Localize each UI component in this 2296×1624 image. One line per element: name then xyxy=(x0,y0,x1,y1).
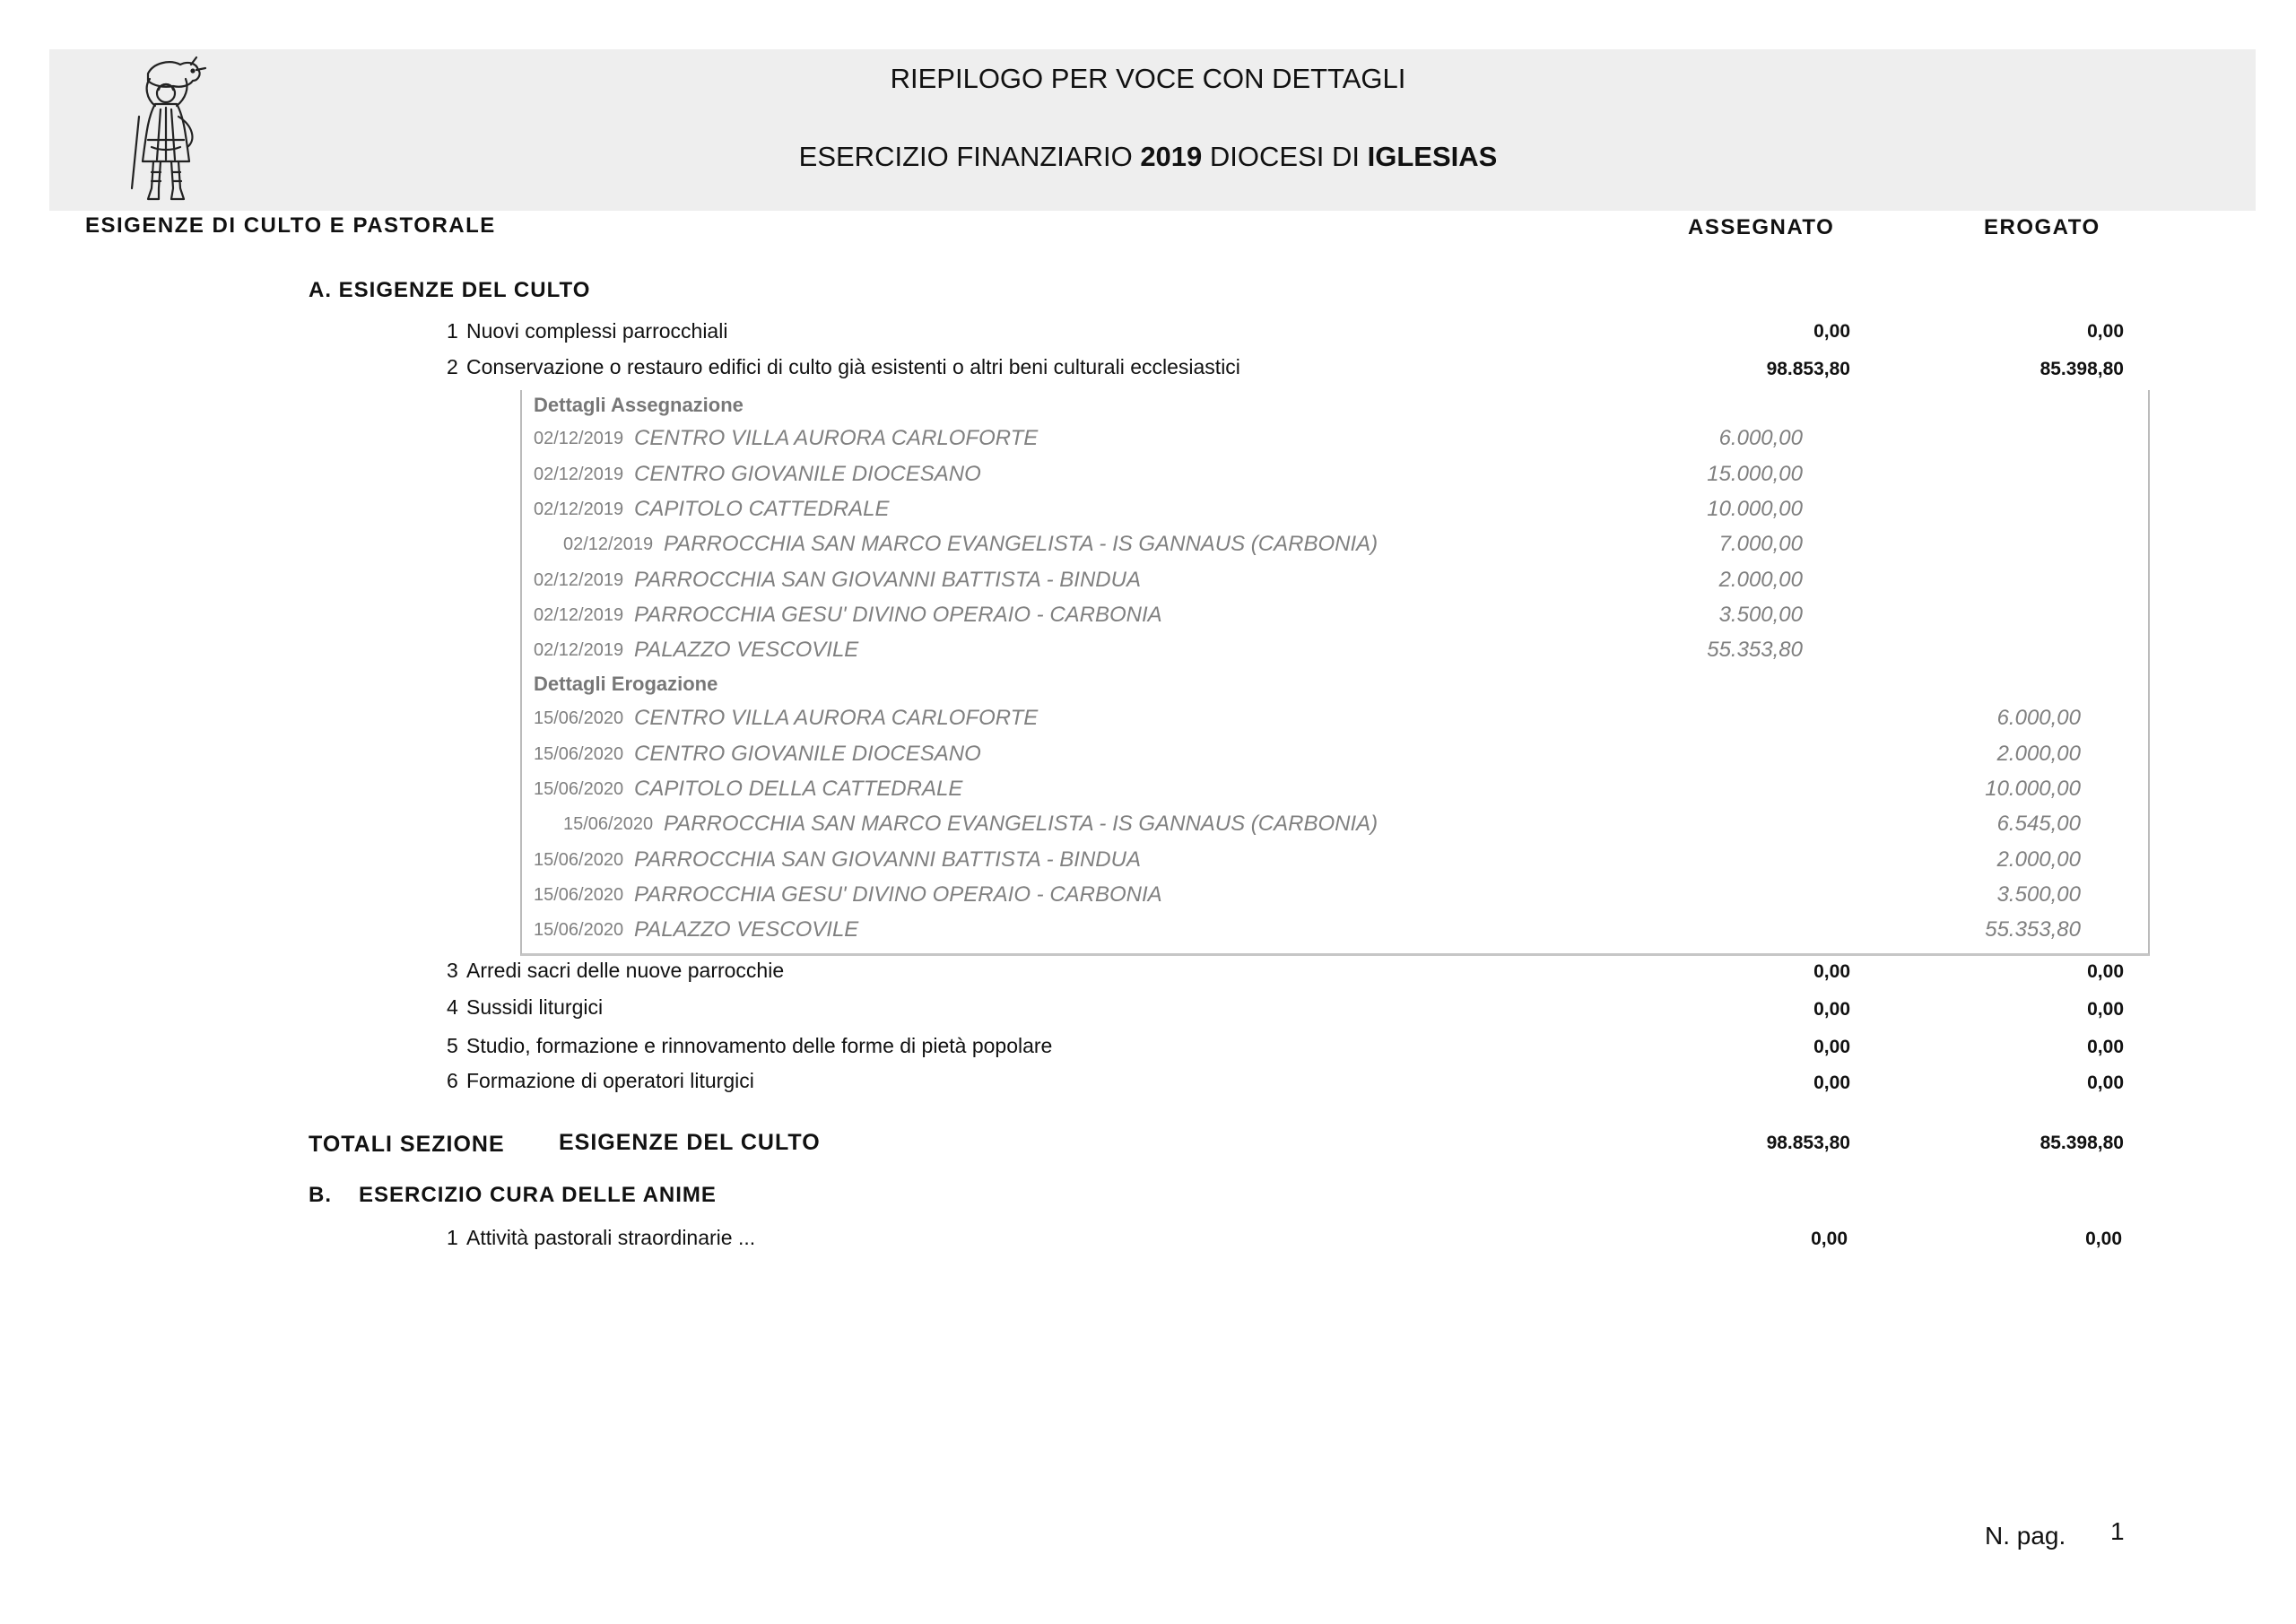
detail-date: 02/12/2019 xyxy=(534,499,624,519)
detail-name: CAPITOLO CATTEDRALE xyxy=(634,497,890,521)
page-label: N. pag. xyxy=(1985,1522,2066,1550)
detail-name: PARROCCHIA SAN GIOVANNI BATTISTA - BINDUA xyxy=(634,568,1141,592)
item-disbursed: 85.398,80 xyxy=(2039,359,2124,379)
detail-amount: 55.353,80 xyxy=(1985,917,2081,942)
item-disbursed: 0,00 xyxy=(2087,999,2124,1020)
item-number: 3 xyxy=(447,959,458,982)
detail-name: PARROCCHIA GESU' DIVINO OPERAIO - CARBONIA xyxy=(634,603,1162,627)
item-assigned: 98.853,80 xyxy=(1766,359,1850,379)
item-label: Nuovi complessi parrocchiali xyxy=(466,319,728,343)
item-assigned: 0,00 xyxy=(1813,961,1850,982)
detail-name: CAPITOLO DELLA CATTEDRALE xyxy=(634,777,963,801)
totals-assigned: 98.853,80 xyxy=(1766,1133,1850,1153)
item-label: Formazione di operatori liturgici xyxy=(466,1069,754,1092)
detail-amount: 6.545,00 xyxy=(1996,812,2081,836)
detail-name: PARROCCHIA SAN MARCO EVANGELISTA - IS GANNAUS (CARBONIA) xyxy=(664,532,1378,556)
subtitle-prefix: ESERCIZIO FINANZIARIO xyxy=(798,141,1133,172)
item-assigned: 0,00 xyxy=(1813,999,1850,1020)
detail-name: CENTRO GIOVANILE DIOCESANO xyxy=(634,462,981,486)
detail-date: 02/12/2019 xyxy=(534,570,624,590)
detail-date: 15/06/2020 xyxy=(534,779,624,799)
detail-date: 02/12/2019 xyxy=(563,534,654,554)
totals-label: TOTALI SEZIONE xyxy=(309,1132,505,1157)
detail-amount: 3.500,00 xyxy=(1996,882,2081,907)
section-b-letter: B. xyxy=(309,1183,332,1207)
item-label: Attività pastorali straordinarie ... xyxy=(466,1226,756,1249)
detail-name: CENTRO GIOVANILE DIOCESANO xyxy=(634,742,981,766)
fiscal-year: 2019 xyxy=(1140,141,1203,172)
assignment-details-title: Dettagli Assegnazione xyxy=(534,394,744,416)
detail-amount: 55.353,80 xyxy=(1707,638,1803,662)
assigned-header: ASSEGNATO xyxy=(1688,215,1835,239)
detail-name: CENTRO VILLA AURORA CARLOFORTE xyxy=(634,706,1039,730)
detail-amount: 7.000,00 xyxy=(1718,532,1803,556)
detail-amount: 2.000,00 xyxy=(1718,568,1803,592)
item-label: Studio, formazione e rinnovamento delle forme di pietà popolare xyxy=(466,1034,1053,1057)
item-disbursed: 0,00 xyxy=(2087,1037,2124,1057)
detail-date: 15/06/2020 xyxy=(534,920,624,940)
detail-date: 15/06/2020 xyxy=(534,850,624,870)
item-label: Sussidi liturgici xyxy=(466,995,604,1019)
diocese-name: IGLESIAS xyxy=(1367,141,1498,172)
detail-name: PARROCCHIA SAN MARCO EVANGELISTA - IS GANNAUS (CARBONIA) xyxy=(664,812,1378,836)
item-number: 4 xyxy=(447,995,458,1019)
detail-amount: 2.000,00 xyxy=(1996,847,2081,872)
detail-amount: 15.000,00 xyxy=(1707,462,1803,486)
subtitle-mid: DIOCESI DI xyxy=(1209,141,1360,172)
detail-amount: 3.500,00 xyxy=(1718,603,1803,627)
detail-amount: 6.000,00 xyxy=(1718,426,1803,450)
item-label: Arredi sacri delle nuove parrocchie xyxy=(466,959,785,982)
category-header: ESIGENZE DI CULTO E PASTORALE xyxy=(85,213,496,238)
detail-date: 02/12/2019 xyxy=(534,605,624,625)
detail-date: 15/06/2020 xyxy=(563,814,654,834)
item-number: 5 xyxy=(447,1034,458,1057)
detail-amount: 10.000,00 xyxy=(1707,497,1803,521)
detail-name: CENTRO VILLA AURORA CARLOFORTE xyxy=(634,426,1039,450)
detail-amount: 2.000,00 xyxy=(1996,742,2081,766)
totals-disbursed: 85.398,80 xyxy=(2039,1133,2124,1153)
item-assigned: 0,00 xyxy=(1813,321,1850,342)
detail-date: 15/06/2020 xyxy=(534,885,624,905)
detail-name: PALAZZO VESCOVILE xyxy=(634,638,859,662)
item-assigned: 0,00 xyxy=(1813,1073,1850,1093)
item-number: 6 xyxy=(447,1069,458,1092)
detail-date: 15/06/2020 xyxy=(534,744,624,764)
disbursed-header: EROGATO xyxy=(1984,215,2100,239)
item-disbursed: 0,00 xyxy=(2087,1073,2124,1093)
item-disbursed: 0,00 xyxy=(2087,961,2124,982)
detail-date: 02/12/2019 xyxy=(534,429,624,448)
detail-name: PALAZZO VESCOVILE xyxy=(634,917,859,942)
detail-name: PARROCCHIA GESU' DIVINO OPERAIO - CARBONIA xyxy=(634,882,1162,907)
detail-date: 02/12/2019 xyxy=(534,640,624,660)
item-number: 1 xyxy=(447,1226,458,1249)
item-number: 1 xyxy=(447,319,458,343)
report-subtitle xyxy=(0,141,2296,173)
report-title: RIEPILOGO PER VOCE CON DETTAGLI xyxy=(890,63,1406,94)
item-assigned: 0,00 xyxy=(1811,1229,1848,1249)
disbursement-details-title: Dettagli Erogazione xyxy=(534,673,718,695)
detail-name: PARROCCHIA SAN GIOVANNI BATTISTA - BINDUA xyxy=(634,847,1141,872)
item-disbursed: 0,00 xyxy=(2085,1229,2122,1249)
detail-amount: 6.000,00 xyxy=(1996,706,2081,730)
item-assigned: 0,00 xyxy=(1813,1037,1850,1057)
detail-date: 15/06/2020 xyxy=(534,708,624,728)
totals-section-name: ESIGENZE DEL CULTO xyxy=(559,1130,821,1155)
detail-amount: 10.000,00 xyxy=(1985,777,2081,801)
section-b-title: ESERCIZIO CURA DELLE ANIME xyxy=(359,1183,717,1207)
section-a-title: A. ESIGENZE DEL CULTO xyxy=(309,278,591,302)
page-number: 1 xyxy=(2110,1517,2125,1545)
item-number: 2 xyxy=(447,355,458,378)
item-disbursed: 0,00 xyxy=(2087,321,2124,342)
detail-date: 02/12/2019 xyxy=(534,465,624,484)
item-label: Conservazione o restauro edifici di culto già esistenti o altri beni culturali ecclesiastici xyxy=(466,355,1240,378)
